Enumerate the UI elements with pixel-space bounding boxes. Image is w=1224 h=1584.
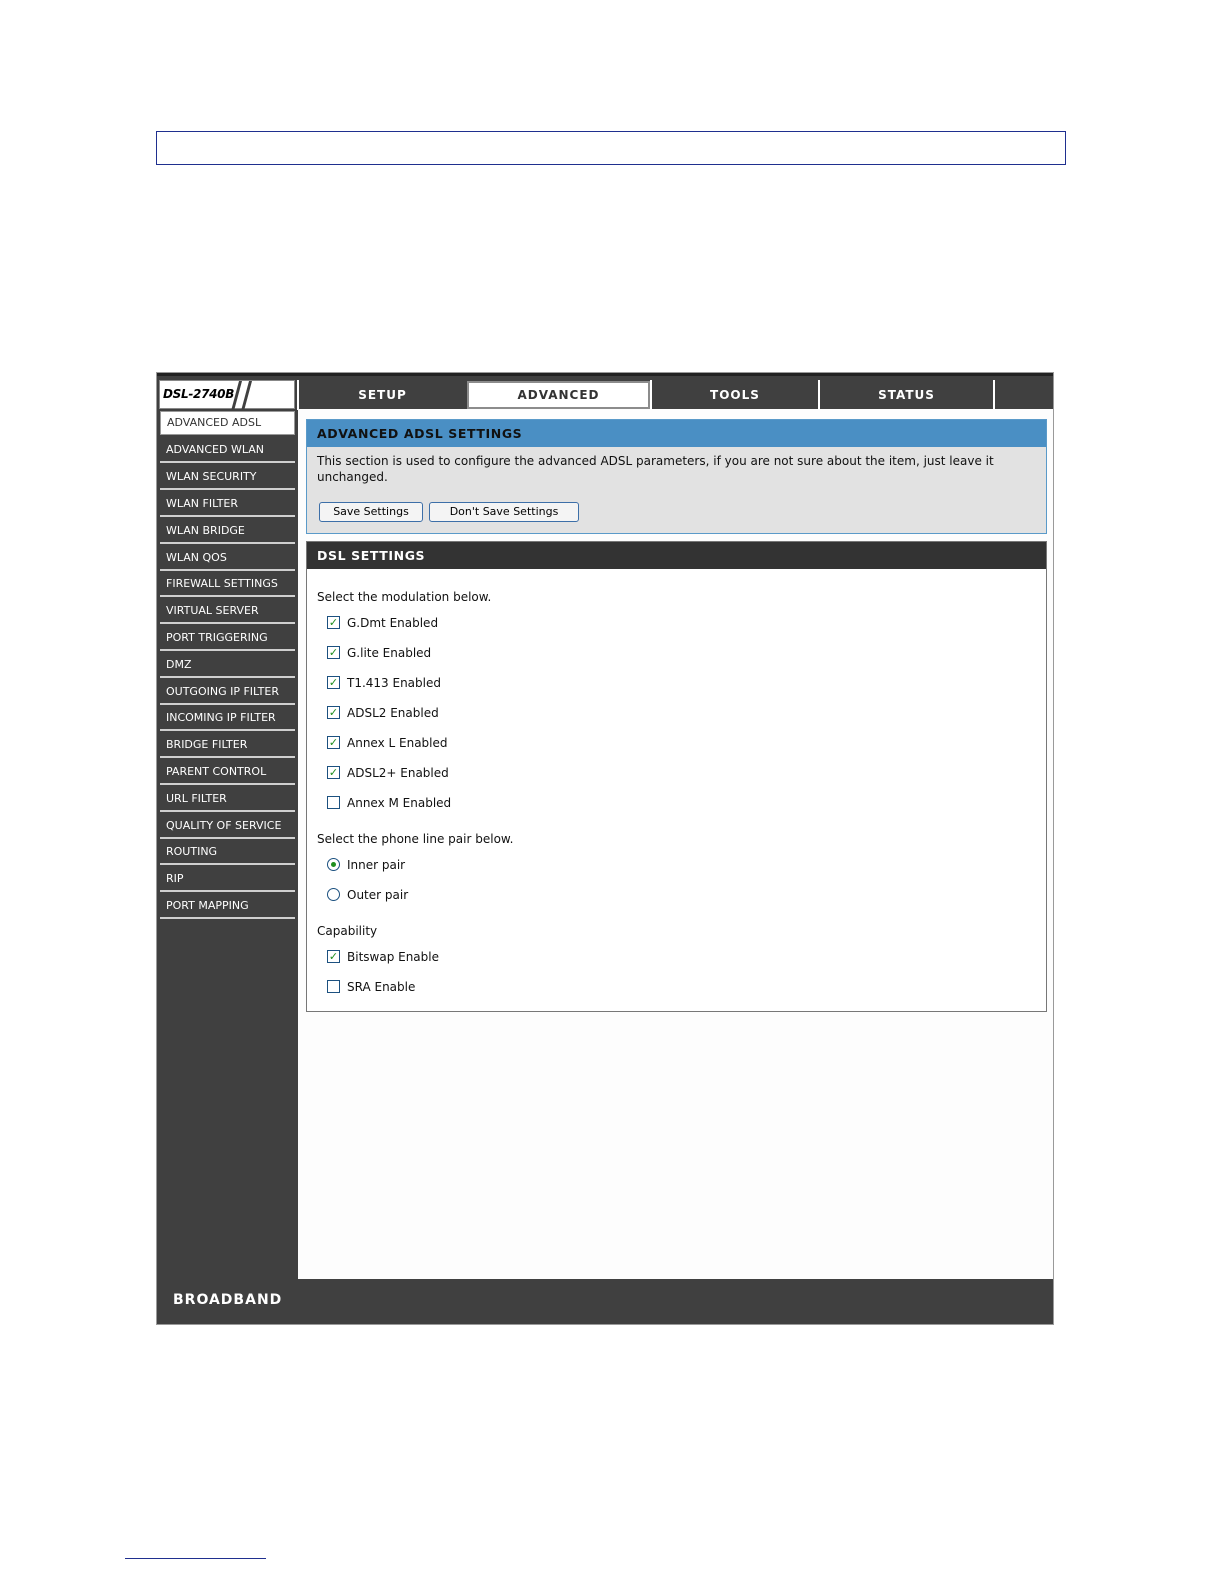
sidebar-item-wlan-security[interactable]: WLAN SECURITY [160,466,295,490]
adsl2plus-checkbox[interactable]: ✓ [328,766,339,779]
tab-advanced[interactable]: ADVANCED [467,381,650,409]
option-label: Annex M Enabled [347,796,452,810]
sidebar-item-routing[interactable]: ROUTING [160,841,295,865]
bitswap-checkbox[interactable]: ✓ [328,950,339,963]
option-label: ADSL2+ Enabled [347,766,449,780]
sidebar-item-bridge-filter[interactable]: BRIDGE FILTER [160,734,295,758]
annex-m-checkbox[interactable] [327,796,340,809]
glite-checkbox[interactable]: ✓ [328,646,339,659]
panel-description: This section is used to configure the advanced ADSL parameters, if you are not sure about the item, just leave it unchanged. [317,454,994,484]
sidebar-item-virtual-server[interactable]: VIRTUAL SERVER [160,600,295,624]
sidebar [157,409,297,1279]
logo-slash-icon [241,381,252,411]
top-navigation [157,373,1054,409]
option-label: Outer pair [347,888,409,902]
sidebar-item-advanced-wlan[interactable]: ADVANCED WLAN [160,439,295,463]
sidebar-item-dmz[interactable]: DMZ [160,654,295,678]
tab-empty [993,380,1054,410]
sidebar-item-outgoing-ip-filter[interactable]: OUTGOING IP FILTER [160,681,295,705]
sidebar-item-wlan-qos[interactable]: WLAN QOS [160,547,295,571]
option-label: G.lite Enabled [347,646,432,660]
inner-pair-radio[interactable] [327,858,340,871]
option-label: T1.413 Enabled [347,676,441,690]
annex-l-checkbox[interactable]: ✓ [328,736,339,749]
sidebar-item-wlan-bridge[interactable]: WLAN BRIDGE [160,520,295,544]
option-label: ADSL2 Enabled [347,706,439,720]
tab-setup[interactable]: SETUP [297,380,466,410]
document-header-frame [156,131,1066,165]
capability-label: Capability [317,924,378,938]
option-label: Inner pair [347,858,406,872]
sidebar-item-port-mapping[interactable]: PORT MAPPING [160,895,295,919]
main-content [298,409,1054,1279]
panel-title: ADVANCED ADSL SETTINGS [307,420,1046,447]
dont-save-settings-button[interactable]: Don't Save Settings [429,502,579,522]
logo-text: DSL-2740B [163,387,235,401]
advanced-adsl-panel [306,419,1047,534]
option-label: Annex L Enabled [347,736,448,750]
tab-tools[interactable]: TOOLS [650,380,818,410]
option-label: Bitswap Enable [347,950,439,964]
modulation-prompt: Select the modulation below. [317,590,492,604]
footnote-rule [125,1558,266,1559]
adsl2-checkbox[interactable]: ✓ [328,706,339,719]
sidebar-item-advanced-adsl[interactable]: ADVANCED ADSL [160,411,295,435]
gdmt-checkbox[interactable]: ✓ [328,616,339,629]
dsl-settings-panel [306,541,1047,1012]
sidebar-item-quality-of-service[interactable]: QUALITY OF SERVICE [160,815,295,839]
router-admin-screenshot [156,372,1054,1325]
footer-brand: BROADBAND [173,1292,283,1308]
option-label: G.Dmt Enabled [347,616,439,630]
sidebar-item-url-filter[interactable]: URL FILTER [160,788,295,812]
product-logo [159,380,295,409]
sidebar-item-firewall-settings[interactable]: FIREWALL SETTINGS [160,573,295,597]
sidebar-item-rip[interactable]: RIP [160,868,295,892]
outer-pair-radio[interactable] [327,888,340,901]
t1413-checkbox[interactable]: ✓ [328,676,339,689]
option-label: SRA Enable [347,980,416,994]
sra-checkbox[interactable] [327,980,340,993]
footer [157,1280,1054,1325]
panel-title: DSL SETTINGS [307,542,1046,569]
sidebar-item-incoming-ip-filter[interactable]: INCOMING IP FILTER [160,707,295,731]
phone-line-prompt: Select the phone line pair below. [317,832,514,846]
save-settings-button[interactable]: Save Settings [319,502,423,522]
sidebar-item-port-triggering[interactable]: PORT TRIGGERING [160,627,295,651]
sidebar-item-wlan-filter[interactable]: WLAN FILTER [160,493,295,517]
sidebar-item-parent-control[interactable]: PARENT CONTROL [160,761,295,785]
tab-status[interactable]: STATUS [818,380,993,410]
